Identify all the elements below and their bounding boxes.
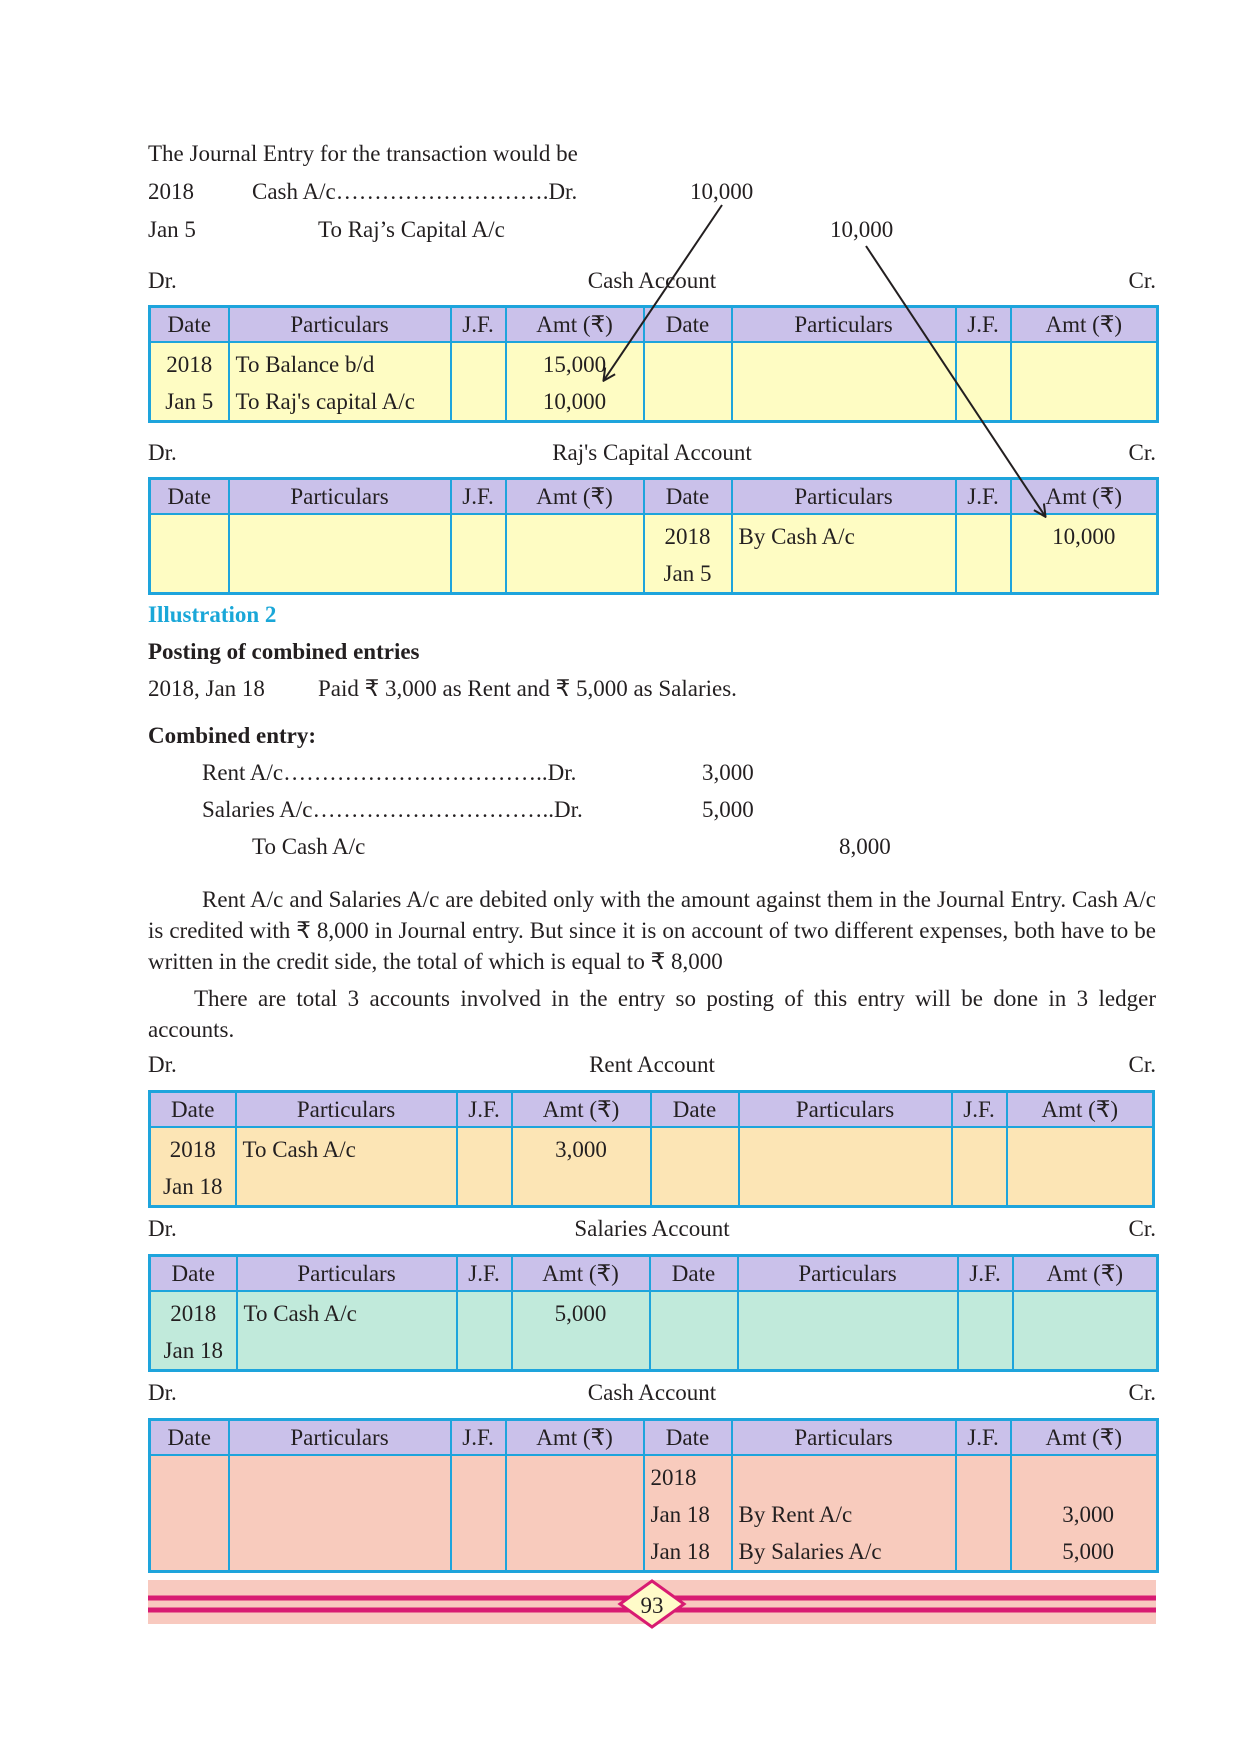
date-text: Jan 18: [163, 1174, 223, 1199]
combined-line-3: To Cash A/c: [252, 834, 366, 859]
header-date: Date: [644, 479, 732, 515]
date-text: 2018: [664, 524, 711, 549]
illustration-heading: Illustration 2: [148, 602, 277, 627]
amount-text: 3,000: [555, 1137, 607, 1162]
header-date: Date: [644, 1420, 732, 1456]
header-amount: Amt (₹): [1013, 1256, 1158, 1292]
cash-account-1-title: Cash Account: [587, 268, 717, 293]
date-text: Jan 18: [650, 1539, 710, 1564]
header-amount: Amt (₹): [506, 307, 644, 343]
explanation-paragraph-2: There are total 3 accounts involved in the entry so posting of this entry will be done in 3 ledger accounts.: [148, 986, 1156, 1042]
header-jf: J.F.: [451, 307, 506, 343]
header-particulars: Particulars: [732, 307, 956, 343]
date-text: Jan 18: [650, 1502, 710, 1527]
date-text: 2018: [169, 1137, 216, 1162]
header-particulars: Particulars: [229, 307, 451, 343]
header-particulars: Particulars: [236, 1092, 457, 1128]
amount-text: 10,000: [542, 389, 607, 414]
header-amount: Amt (₹): [512, 1256, 650, 1292]
header-particulars: Particulars: [738, 1256, 958, 1292]
combined-amount-3: 8,000: [839, 834, 891, 859]
header-particulars: Particulars: [739, 1092, 952, 1128]
header-date: Date: [150, 307, 229, 343]
salaries-account-title: Salaries Account: [574, 1216, 730, 1241]
particulars-text: To Raj's capital A/c: [235, 389, 415, 414]
header-jf: J.F.: [956, 1420, 1011, 1456]
header-particulars: Particulars: [732, 479, 956, 515]
header-amount: Amt (₹): [1011, 479, 1158, 515]
header-jf: J.F.: [956, 479, 1011, 515]
dr-label: Dr.: [148, 1052, 177, 1077]
journal-intro: The Journal Entry for the transaction would be: [148, 141, 578, 166]
header-jf: J.F.: [451, 1420, 506, 1456]
header-amount: Amt (₹): [1011, 307, 1158, 343]
amount-text: 3,000: [1062, 1502, 1114, 1527]
cr-label: Cr.: [1128, 440, 1156, 465]
rent-account-title: Rent Account: [589, 1052, 715, 1077]
header-date: Date: [150, 1092, 236, 1128]
dr-label: Dr.: [148, 268, 177, 293]
header-amount: Amt (₹): [512, 1092, 651, 1128]
journal-credit-amount: 10,000: [830, 217, 894, 242]
particulars-text: To Cash A/c: [243, 1301, 357, 1326]
particulars-text: By Rent A/c: [738, 1502, 853, 1527]
header-jf: J.F.: [457, 1092, 512, 1128]
date-text: 2018: [170, 1301, 217, 1326]
page-number: 93: [640, 1593, 664, 1618]
combined-line-1: Rent A/c……………………………..Dr.: [202, 760, 577, 785]
cr-label: Cr.: [1128, 268, 1156, 293]
cr-label: Cr.: [1128, 1380, 1156, 1405]
illustration-date: 2018, Jan 18: [148, 676, 265, 701]
date-text: Jan 5: [663, 561, 712, 586]
particulars-text: To Balance b/d: [235, 352, 375, 377]
header-amount: Amt (₹): [506, 479, 644, 515]
header-amount: Amt (₹): [1007, 1092, 1154, 1128]
header-date: Date: [650, 1256, 738, 1292]
cash-account-2-title: Cash Account: [587, 1380, 717, 1405]
header-particulars: Particulars: [732, 1420, 956, 1456]
header-particulars: Particulars: [237, 1256, 457, 1292]
posting-arrow-credit: [866, 246, 1045, 516]
header-jf: J.F.: [451, 479, 506, 515]
header-jf: J.F.: [457, 1256, 512, 1292]
raj-capital-title: Raj's Capital Account: [552, 440, 752, 465]
combined-amount-2: 5,000: [702, 797, 754, 822]
explanation-paragraph-1: Rent A/c and Salaries A/c are debited only with the amount against them in the Journal Entry. Cash A/c is credited with ₹ 8,000 in Journal entry. But since it is on account of two different expenses, both have to be written in the credit side, the total of which is equal to ₹ 8,000: [148, 887, 1156, 974]
header-date: Date: [150, 1256, 237, 1292]
header-jf: J.F.: [958, 1256, 1013, 1292]
date-text: 2018: [166, 352, 213, 377]
cr-label: Cr.: [1128, 1052, 1156, 1077]
amount-text: 10,000: [1052, 524, 1116, 549]
dr-label: Dr.: [148, 1216, 177, 1241]
date-text: 2018: [650, 1465, 697, 1490]
header-jf: J.F.: [952, 1092, 1007, 1128]
illustration-text: Paid ₹ 3,000 as Rent and ₹ 5,000 as Salaries.: [318, 676, 737, 701]
particulars-text: By Salaries A/c: [738, 1539, 882, 1564]
header-particulars: Particulars: [229, 1420, 451, 1456]
amount-text: 15,000: [542, 352, 607, 377]
date-text: Jan 18: [163, 1338, 223, 1363]
journal-credit-line: To Raj’s Capital A/c: [318, 217, 505, 242]
journal-year: 2018: [148, 179, 194, 204]
header-jf: J.F.: [956, 307, 1011, 343]
amount-text: 5,000: [554, 1301, 607, 1326]
header-amount: Amt (₹): [1011, 1420, 1158, 1456]
combined-amount-1: 3,000: [702, 760, 754, 785]
header-date: Date: [150, 1420, 229, 1456]
particulars-text: To Cash A/c: [242, 1137, 356, 1162]
illustration-subheading: Posting of combined entries: [148, 639, 420, 664]
header-particulars: Particulars: [229, 479, 451, 515]
header-amount: Amt (₹): [506, 1420, 644, 1456]
particulars-text: By Cash A/c: [738, 524, 855, 549]
journal-debit-line: Cash A/c……………………….Dr.: [252, 179, 578, 204]
header-date: Date: [644, 307, 732, 343]
combined-heading: Combined entry:: [148, 723, 317, 748]
header-date: Date: [150, 479, 229, 515]
header-date: Date: [651, 1092, 739, 1128]
dr-label: Dr.: [148, 440, 177, 465]
journal-debit-amount: 10,000: [690, 179, 754, 204]
date-text: Jan 5: [165, 389, 214, 414]
amount-text: 5,000: [1062, 1539, 1114, 1564]
dr-label: Dr.: [148, 1380, 177, 1405]
combined-line-2: Salaries A/c…………………………..Dr.: [202, 797, 583, 822]
cr-label: Cr.: [1128, 1216, 1156, 1241]
journal-date: Jan 5: [148, 217, 196, 242]
posting-arrow-debit: [604, 205, 722, 380]
